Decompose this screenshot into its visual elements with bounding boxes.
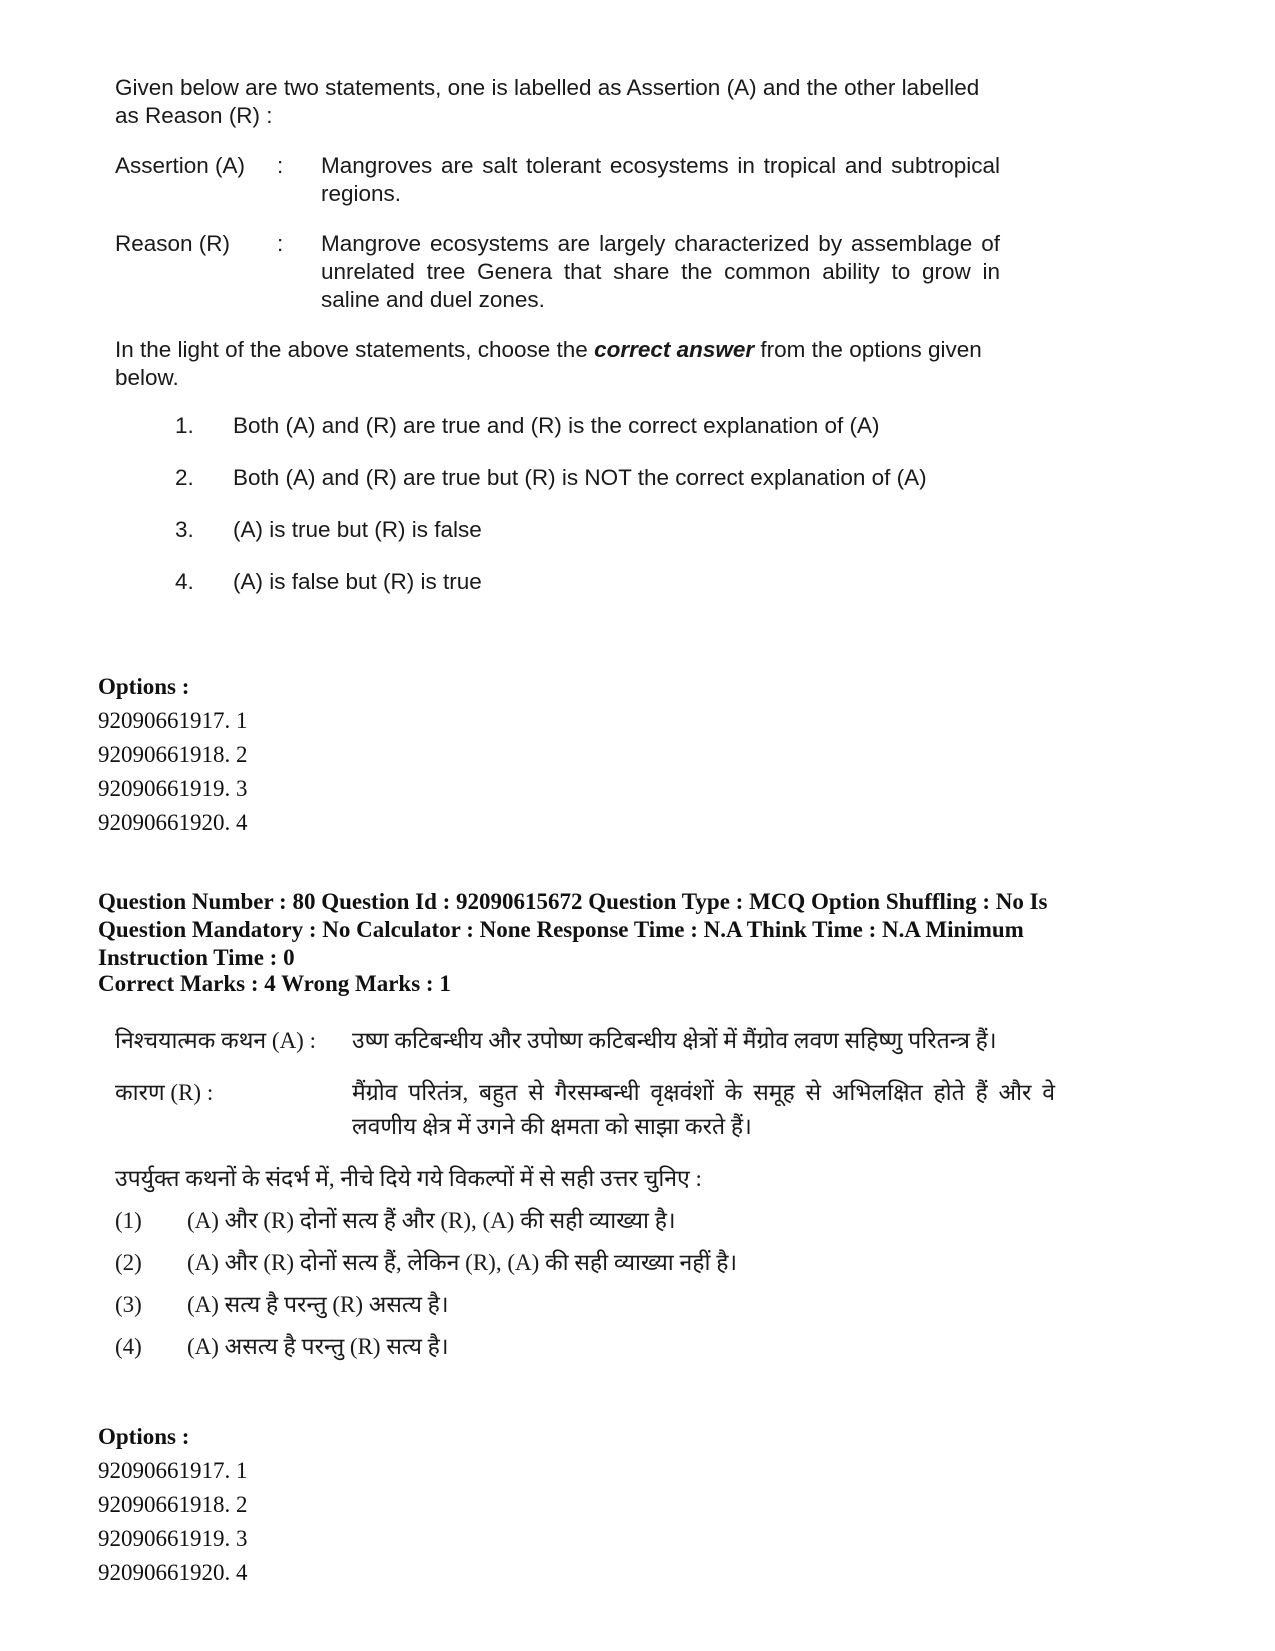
assertion-label: Assertion (A) (115, 153, 246, 178)
choice-text: (A) असत्य है परन्तु (R) सत्य है। (187, 1334, 449, 1359)
option-item: 92090661918. 2 (98, 742, 248, 767)
meta-line: Question Number : 80 Question Id : 92090615672 Question Type : MCQ Option Shuffling : No Is (98, 889, 1048, 914)
meta-line: Instruction Time : 0 (98, 945, 295, 970)
option-item: 92090661919. 3 (98, 776, 248, 801)
option-item: 92090661917. 1 (98, 1458, 248, 1483)
choice-number: 2. (175, 465, 194, 490)
choice-list-hindi (115, 1204, 1055, 1364)
reason-colon: : (277, 231, 284, 256)
option-item: 92090661920. 4 (98, 1560, 248, 1585)
option-item: 92090661918. 2 (98, 1492, 248, 1517)
choice-number: 3. (175, 517, 194, 542)
choice-number: (1) (115, 1208, 142, 1233)
meta-line: Question Mandatory : No Calculator : None Response Time : N.A Think Time : N.A Minimum (98, 917, 1024, 942)
choice-number: 4. (175, 569, 194, 594)
question-intro: Given below are two statements, one is labelled as Assertion (A) and the other labelled as Reason (R) : (115, 75, 980, 128)
instruction-text-end: from the options given below. (115, 337, 982, 390)
choice-text: (A) सत्य है परन्तु (R) असत्य है। (187, 1292, 449, 1317)
assertion-label-hindi: निश्चयात्मक कथन (A) : (115, 1028, 316, 1053)
option-item: 92090661917. 1 (98, 708, 248, 733)
choice-item (175, 412, 1000, 440)
choice-item (115, 1246, 1055, 1280)
choice-item (115, 1330, 1055, 1364)
choice-item (115, 1288, 1055, 1322)
assertion-text-hindi: उष्ण कटिबन्धीय और उपोष्ण कटिबन्धीय क्षेत्रों में मैंग्रोव लवण सहिष्णु परितन्त्र हैं। (352, 1028, 997, 1053)
choice-text: Both (A) and (R) are true and (R) is the correct explanation of (A) (233, 413, 880, 438)
assertion-text: Mangroves are salt tolerant ecosystems in tropical and subtropical regions. (321, 153, 1000, 206)
question-instruction-hindi: उपर्युक्त कथनों के संदर्भ में, नीचे दिये गये विकल्पों में से सही उत्तर चुनिए : (115, 1166, 702, 1191)
choice-text: (A) और (R) दोनों सत्य हैं, लेकिन (R), (A) की सही व्याख्या नहीं है। (187, 1250, 738, 1275)
options-list (98, 1420, 248, 1590)
assertion-statement (115, 152, 1000, 208)
options-header: Options : (98, 674, 190, 699)
choice-number: (3) (115, 1292, 142, 1317)
choice-number: (4) (115, 1334, 142, 1359)
choice-item (175, 516, 1000, 544)
choice-text: Both (A) and (R) are true but (R) is NOT the correct explanation of (A) (233, 465, 927, 490)
reason-label-hindi: कारण (R) : (115, 1080, 214, 1105)
assertion-colon: : (277, 153, 284, 178)
marks-line: Correct Marks : 4 Wrong Marks : 1 (98, 971, 451, 996)
instruction-emphasis: correct answer (594, 337, 755, 362)
question-meta (98, 888, 1178, 972)
reason-label: Reason (R) (115, 231, 231, 256)
options-list (98, 670, 248, 840)
choice-number: (2) (115, 1250, 142, 1275)
choice-number: 1. (175, 413, 194, 438)
choice-item (175, 464, 1000, 492)
choice-item (115, 1204, 1055, 1238)
choice-text: (A) और (R) दोनों सत्य हैं और (R), (A) की सही व्याख्या है। (187, 1208, 676, 1233)
reason-statement (115, 230, 1000, 314)
option-item: 92090661920. 4 (98, 810, 248, 835)
choice-text: (A) is false but (R) is true (233, 569, 482, 594)
instruction-text: In the light of the above statements, choose the (115, 337, 595, 362)
reason-statement-hindi (115, 1076, 1055, 1144)
options-header: Options : (98, 1424, 190, 1449)
reason-text-hindi: मैंग्रोव परितंत्र, बहुत से गैरसम्बन्धी वृक्षवंशों के समूह से अभिलक्षित होते हैं और वे लवणीय क्षेत्र में उगने की क्षमता को साझा करते हैं। (352, 1080, 1055, 1139)
reason-text: Mangrove ecosystems are largely characterized by assemblage of unrelated tree Genera that share the common ability to grow in saline and duel zones. (321, 231, 1000, 312)
question-instruction (115, 336, 1000, 392)
question-english (115, 74, 1000, 620)
choice-list-english (115, 412, 1000, 596)
choice-text: (A) is true but (R) is false (233, 517, 482, 542)
choice-item (175, 568, 1000, 596)
assertion-statement-hindi (115, 1024, 1055, 1058)
question-hindi (115, 1024, 1055, 1372)
option-item: 92090661919. 3 (98, 1526, 248, 1551)
